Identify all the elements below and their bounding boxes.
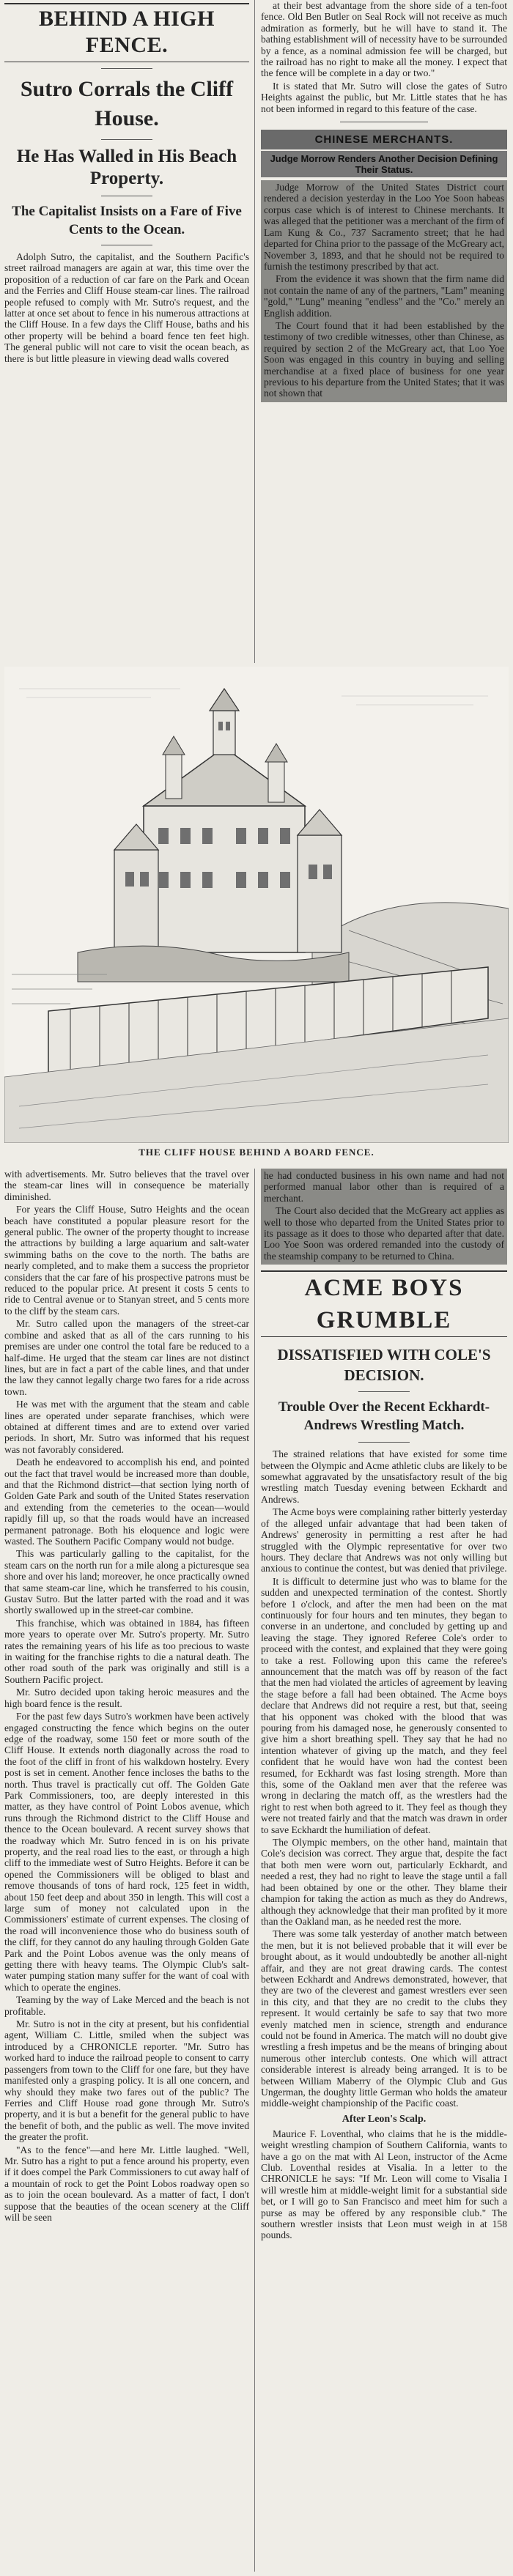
acme-deck-two: Trouble Over the Recent Eckhardt-Andrews Wrestling Match. (278, 1399, 490, 1434)
divider (358, 1391, 410, 1392)
chinese-merchants-continued (261, 1169, 507, 1265)
article-paragraph: The Court found that it had been established by the testimony of two credible witnesses, other than Chinese, as required by section 2 of the McGreary act, that Loo Yoe Soon was engaged in this country in buying and selling merchandise at a fixed place of business for one year previous to his departure from the United States; that it was not shown that (264, 319, 504, 399)
leon-subheadline: After Leon's Scalp. (342, 2113, 427, 2125)
deck-two: He Has Walled in His Beach Property. (16, 147, 237, 188)
article-paragraph: Judge Morrow of the United States District court rendered a decision yesterday in the Loo Yoe Soon habeas corpus case which is of interest to Chinese merchants. It was alleged that the petitioner was a merchant of the firm of Lam Kung & Co., 737 Sacramento street; that he had departed for China prior to the passage of the McGreary act, November 3, 1893, and that he should not be required to furnish the testimony prescribed by that act. (264, 182, 505, 272)
acme-boys-headline: ACME BOYS GRUMBLE (261, 1270, 507, 1337)
article-paragraph: From the evidence it was shown that the firm name did not contain the name of any of the partners, "Lam" meaning "gold," "Lung" meaning "endless" and the "Co." merely an English addition. (264, 273, 504, 319)
acme-deck-one: DISSATISFIED WITH COLE'S DECISION. (277, 1346, 491, 1385)
article-paragraph: The Acme boys were complaining rather bitterly yesterday of the alleged unfair advantage that had been taken of Andrews' generosity in permitting a rest after he had struggled with the Olympic representative for over two hours. They declare that Andrews was not only willing but anxious to continue the contest, but was denied that privilege. (261, 1506, 507, 1574)
article-paragraph: he had conducted business in his own name and had not performed manual labor other than is required of a merchant. (264, 1170, 504, 1204)
article-paragraph: at their best advantage from the shore side of a ten-foot fence. Old Ben Butler on Seal Rock will not receive as much admiration as formerly, but he will have to stand it. The bathing establishment will of necessity have to be surrounded by a fence, as a nominal admission fee will be charged, but the railroad has no right to make all the money. I expect that the fence will be complete in a day or two." (261, 0, 507, 79)
cliff-house-drawing-icon (4, 667, 509, 1143)
article-paragraph: For years the Cliff House, Sutro Heights and the ocean beach have constituted a popular pleasure resort for the general public. The owner of the property thought to increase the attractions by building a large aquarium and salt-water swimming baths on the cove to the north. The baths are nearly completed, and to make them a success the proprietor considers that the car fare of his prospective patrons must be reduced to the popular price. At present it costs 5 cents to ride to Central avenue or to Stanyan street, and 5 cents more to the cliff by the steam cars. (4, 1204, 249, 1317)
article-paragraph: This was particularly galling to the capitalist, for the steam cars on the north run for a mile along a picturesque sea shore and over his land; moreover, he once practically owned that same steam-car line, which he transferred to his cousin, Gustav Sutro. But the latter parted with the road and it was shortly swallowed up in the street-car combine. (4, 1548, 249, 1616)
column-rule (254, 0, 255, 663)
divider (101, 139, 152, 140)
article-paragraph: For the past few days Sutro's workmen have been actively engaged constructing the fence which begins on the outer edge of the roadway, some 150 feet or more south of the Cliff House. It extends north diagonally across the road to the foot of the cliff in front of his walkdown hostelry. Every post is set in cement. Another fence incloses the baths to the north. Thus travel is practically cut off. The Golden Gate Park Commissioners, too, are deeply interested in this matter, as they have control of Point Lobos avenue, which runs through the Richmond district to the Cliff House and thence to the Ocean boulevard. A recent survey shows that the roadway which Mr. Sutro fenced in is on his private property, and the real road lies to the east, or through a high cliff to the immediate west of Sutro Heights. Before it can be opened the Commissioners will be obliged to blast and remove thousands of tons of hard rock, 125 feet in width, about 150 feet deep and about 350 in length. This will cost a large sum of money not calculated upon in the Commissioners' estimate of current expenses. The closing of the road will inconvenience those who do business south of the cliff, for they cannot do any hauling through Golden Gate Park and the Point Lobos avenue was the only means of getting there with heavy teams. The Olympic Club's salt-water pumping station many suffer for the want of coal with which to operate the engines. (4, 1711, 249, 1993)
article-paragraph: Mr. Sutro is not in the city at present, but his confidential agent, William C. Little, smiled when the subject was introduced by a CHRONICLE reporter. "Mr. Sutro has worked hard to induce the railroad people to consent to carry passengers from town to the Cliff for one fare, but they have manifested only a grasping policy. It is all one concern, and why should they make two fares out of the public? The Ferries and Cliff House road gone through Mr. Sutro's property, and it is but a benefit for the general public to have the benefit of both, and the public as well. The move invited the greater the profit. (4, 2018, 249, 2143)
column-left-top (4, 0, 249, 663)
article-paragraph: Death he endeavored to accomplish his end, and pointed out the fact that travel would be increased more than double, and that the Richmond district—that section lying north of Golden Gate Park and south of the United States reservation and extending from the cemeteries to the ocean—would rapidly fill up, so that the roads would have an increased permanent patronage. Both his eloquence and logic were wasted. The Southern Pacific Company would not budge. (4, 1457, 249, 1547)
article-paragraph: There was some talk yesterday of another match between the men, but it is not believed probable that it will ever be brought about, as it would undoubtedly be another all-night affair, and they are not great drawing cards. The contest between Eckhardt and Andrews demonstrated, however, that they are two of the cleverest and gamest wrestlers ever seen in this city, and that they are no credit to the clubs they represent. It would certainly be safe to say that two more evenly matched men in science, strength and endurance could not be found in America. The match will no doubt give wrestling a fresh impetus and be the means of bringing about numerous other interclub contests. One which will attract considerable interest is already being arranged. It is to be between William Maberry of the Olympic Club and Gus Ungerman, the doughty little German who holds the amateur middle-weight championship of the Pacific coast. (261, 1928, 507, 2109)
chinese-merchants-body (261, 180, 507, 402)
article-paragraph: It is stated that Mr. Sutro will close the gates of Sutro Heights against the public, but Mr. Little states that he has not been informed in regard to this feature of the case. (261, 80, 507, 114)
illustration-caption: THE CLIFF HOUSE BEHIND A BOARD FENCE. (139, 1147, 374, 1158)
article-paragraph: He was met with the argument that the steam and cable lines are operated under separate franchises, which were obtained at different times and are to extend over varied periods. In short, Mr. Sutro was informed that his request was not favorably considered. (4, 1399, 249, 1455)
deck-three: The Capitalist Insists on a Fare of Five Cents to the Ocean. (12, 204, 242, 237)
article-paragraph: It is difficult to determine just who was to blame for the sudden and unexpected termination of the contest. Shortly before 1 o'clock, and after the men had been on the mat continuously for four hours and ten minutes, they began to converse in an undertone, and concluded by getting up and leaving the stage. They ignored Referee Cole's order to proceed with the contest, and explained that they were going to take a rest. Following upon this came the referee's announcement that the match was off by reason of the fact that the men had violated the articles of agreement by leaving the stage before a fall had been obtained. The Acme boys declare that Andrews did not require a rest, but that, seeing that his opponent was choked with the blood that was pouring from his damaged nose, he generously consented to give him a short breathing spell. They say that he had no intention whatever of giving up the match, and they feel confident that he would have won had the contest been resumed, for Eckhardt was fast losing strength. More than this, some of the Oakland men aver that the referee was wrong in declaring the match off, as the wrestlers had the right to rest when both agreed to it. They feel as though they were not treated fairly and that the match was drawn in order to save Eckhardt the humiliation of defeat. (261, 1575, 507, 1835)
article-paragraph: The Olympic members, on the other hand, maintain that Cole's decision was correct. They argue that, despite the fact that both men were worn out, particularly Eckhardt, and needed a rest, they had no right to leave the stage until a fall had been obtained by one or the other. They blame their champion for taking the action as much as they do Andrews, although they acknowledge that their man profited by it more than the Oakland man, as he needed rest the more. (261, 1837, 507, 1927)
article-paragraph: Teaming by the way of Lake Merced and the beach is not profitable. (4, 1994, 249, 2017)
divider (358, 1442, 410, 1443)
divider (101, 68, 152, 69)
article-paragraph: This franchise, which was obtained in 1884, has fifteen more years to operate over Mr. Sutro's property. Mr. Sutro rates the remaining years of his life as too precious to waste in waiting for the franchise rights to die a natural death. The other road south of the park was originally and still is a Southern Pacific project. (4, 1617, 249, 1685)
article-paragraph: Mr. Sutro called upon the managers of the street-car combine and asked that as all of the cars running to his premises are under one control the total fare be reduced to a half-dime. He urged that the steam car lines are not distinct lines, but are in fact a part of the cable lines, and that under the law they cannot legally charge two fares for a ride across town. (4, 1318, 249, 1397)
article-paragraph: Maurice F. Loventhal, who claims that he is the middle-weight wrestling champion of Southern California, wants to have a go on the mat with Al Leon, instructor of the Acme Club. Loventhal resides at Visalia. In a letter to the CHRONICLE he says: "If Mr. Leon will come to Visalia I will wrestle him at middle-weight limit for a substantial side bet, or I will go to San Francisco and meet him for such a purse as may be offered by any responsible club." The southern wrestler insists that Leon must weigh in at 158 pounds. (261, 2128, 507, 2241)
article-paragraph: "As to the fence"—and here Mr. Little laughed. "Well, Mr. Sutro has a right to put a fence around his property, even if it does compel the Park Commissioners to cut away half of a mountain of rock to get the Point Lobos roadway open so as to join the ocean boulevard. As a matter of fact, I don't suppose that the beauties of the ocean scenery at the Cliff will be seen (4, 2144, 249, 2223)
chinese-merchants-headline: CHINESE MERCHANTS. (261, 130, 507, 149)
article-paragraph: Mr. Sutro decided upon taking heroic measures and the high board fence is the result. (4, 1687, 249, 1709)
article-paragraph: Adolph Sutro, the capitalist, and the Southern Pacific's street railroad managers are again at war, this time over the proposition of a reduction of car fare on the Park and Ocean and the Ferries and Cliff House steam-car lines. The railroad people refused to comply with Mr. Sutro's request, and the latter at once set about to fence in his numerous attractions at the Cliff House. In a few days the Cliff House, baths and his other property will be behind a board fence ten feet high. The general public will not care to visit the ocean beach, as there is but little pleasure in viewing dead walls covered (4, 251, 249, 364)
column-right-top (261, 0, 507, 663)
chinese-merchants-subhead: Judge Morrow Renders Another Decision Defining Their Status. (261, 151, 507, 177)
article-paragraph: The Court also decided that the McGreary act applies as well to those who departed from the United States prior to its passage as it does to those who departed after that date. Loo Yoe Soon was ordered remanded into the custody of the steamship company to be returned to China. (264, 1205, 504, 1262)
headline: BEHIND A HIGH FENCE. (4, 3, 249, 62)
column-left-bottom (4, 1169, 249, 2572)
deck-one: Sutro Corrals the Cliff House. (20, 77, 234, 130)
column-right-bottom (261, 1169, 507, 2572)
article-paragraph: The strained relations that have existed for some time between the Olympic and Acme athletic clubs are likely to be somewhat aggravated by the unsatisfactory result of the big wrestling match Tuesday evening between Eckhardt and Andrews. (261, 1448, 507, 1505)
article-paragraph: with advertisements. Mr. Sutro believes that the travel over the steam-car lines will in consequence be materially diminished. (4, 1169, 249, 1202)
column-rule (254, 1169, 255, 2572)
cliff-house-illustration (4, 667, 509, 1165)
